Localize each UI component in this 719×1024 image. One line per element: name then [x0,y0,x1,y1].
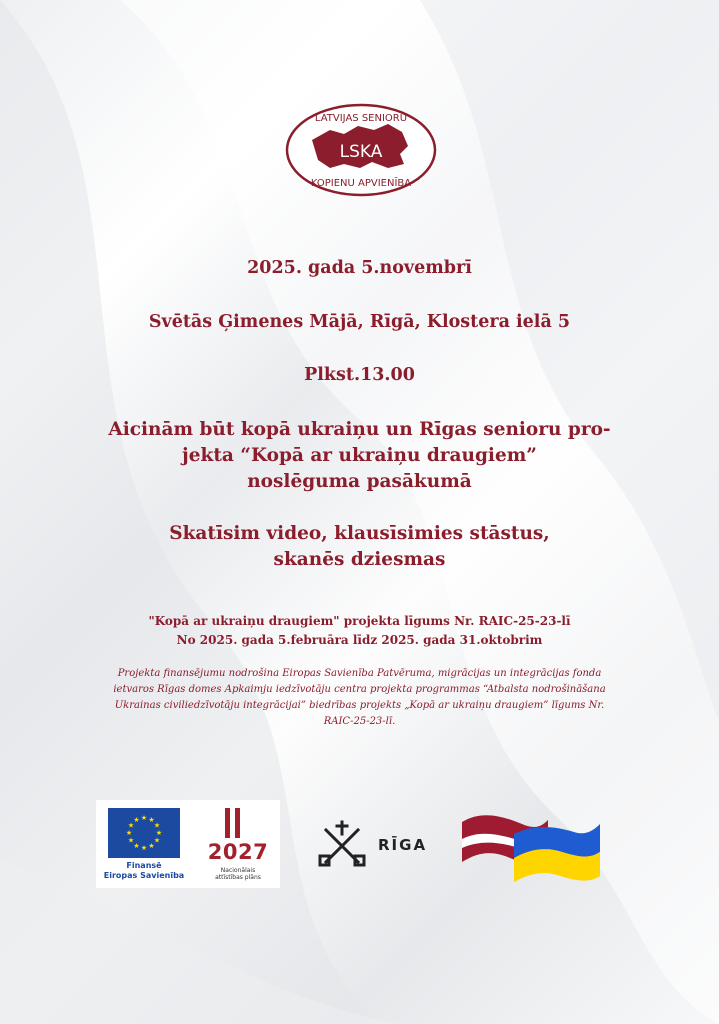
funding-notice [98,666,621,730]
svg-text:★: ★ [133,816,140,824]
svg-text:★: ★ [155,829,163,837]
lska-logo [284,102,438,198]
funding-line: Ukrainas civiliedzīvotāju integrācijai” biedrības projekts „Kopā ar ukraiņu draugiem” līgums Nr. [114,700,605,711]
contract-period: No 2025. gada 5.februāra līdz 2025. gada 31.oktobrim [176,633,543,647]
nap-caption-line: attīstības plāns [215,874,261,881]
activities-line: skanēs dziesmas [273,549,446,570]
svg-text:★: ★ [148,816,155,824]
activities-line: Skatīsim video, klausīsimies stāstus, [169,523,550,544]
svg-text:★: ★ [148,842,155,850]
invitation-line: jekta “Kopā ar ukraiņu draugiem” [182,445,537,466]
latvia-ukraine-flags-icon [458,806,604,884]
contract-number: "Kopā ar ukraiņu draugiem" projekta līgums Nr. RAIC-25-23-lī [148,614,571,628]
funding-line: Projekta finansējumu nodrošina Eiropas Savienība Patvēruma, migrācijas un integrācijas fonda [117,668,602,679]
funding-line: RAIC-25-23-lī. [323,716,396,727]
svg-text:★: ★ [125,829,133,837]
eu-caption [100,861,188,881]
eu-caption-line: Eiropas Savienība [103,871,185,880]
funding-line: ietvaros Rīgas domes Apkaimju iedzīvotāju centra projekta programmas “Atbalsta nodrošināšana [113,684,606,695]
eu-caption-line: Finansē [126,861,162,870]
svg-text:★: ★ [140,844,148,852]
event-date: 2025. gada 5.novembrī [247,258,472,278]
svg-text:LSKA: LSKA [339,142,383,162]
svg-text:★: ★ [140,814,148,822]
riga-wordmark: RĪGA [378,836,428,854]
invitation-text [0,417,719,495]
riga-crossed-keys-icon [316,820,368,872]
svg-text:★: ★ [153,836,161,845]
svg-text:KOPIENU APVIENĪBA: KOPIENU APVIENĪBA [310,178,412,189]
contract-info [0,612,719,650]
invitation-line: Aicinām būt kopā ukraiņu un Rīgas senioru pro- [108,419,611,440]
event-place: Svētās Ģimenes Mājā, Rīgā, Klostera ielā 5 [148,312,571,332]
nap-caption-line: Nacionālais [220,867,256,874]
nap-year: 2027 [207,840,269,864]
event-time: Plkst.13.00 [304,365,415,385]
sponsor-logos [96,800,280,888]
eu-flag-icon [108,808,180,858]
activities-text [0,521,719,573]
nap-mark-icon [222,808,244,838]
svg-text:★: ★ [153,821,161,830]
nap-caption [200,867,276,881]
svg-text:★: ★ [133,842,140,850]
svg-text:★: ★ [127,836,135,845]
invitation-line: noslēguma pasākumā [247,471,472,492]
svg-text:★: ★ [127,821,135,830]
svg-text:LATVIJAS SENIORU: LATVIJAS SENIORU [314,113,408,124]
